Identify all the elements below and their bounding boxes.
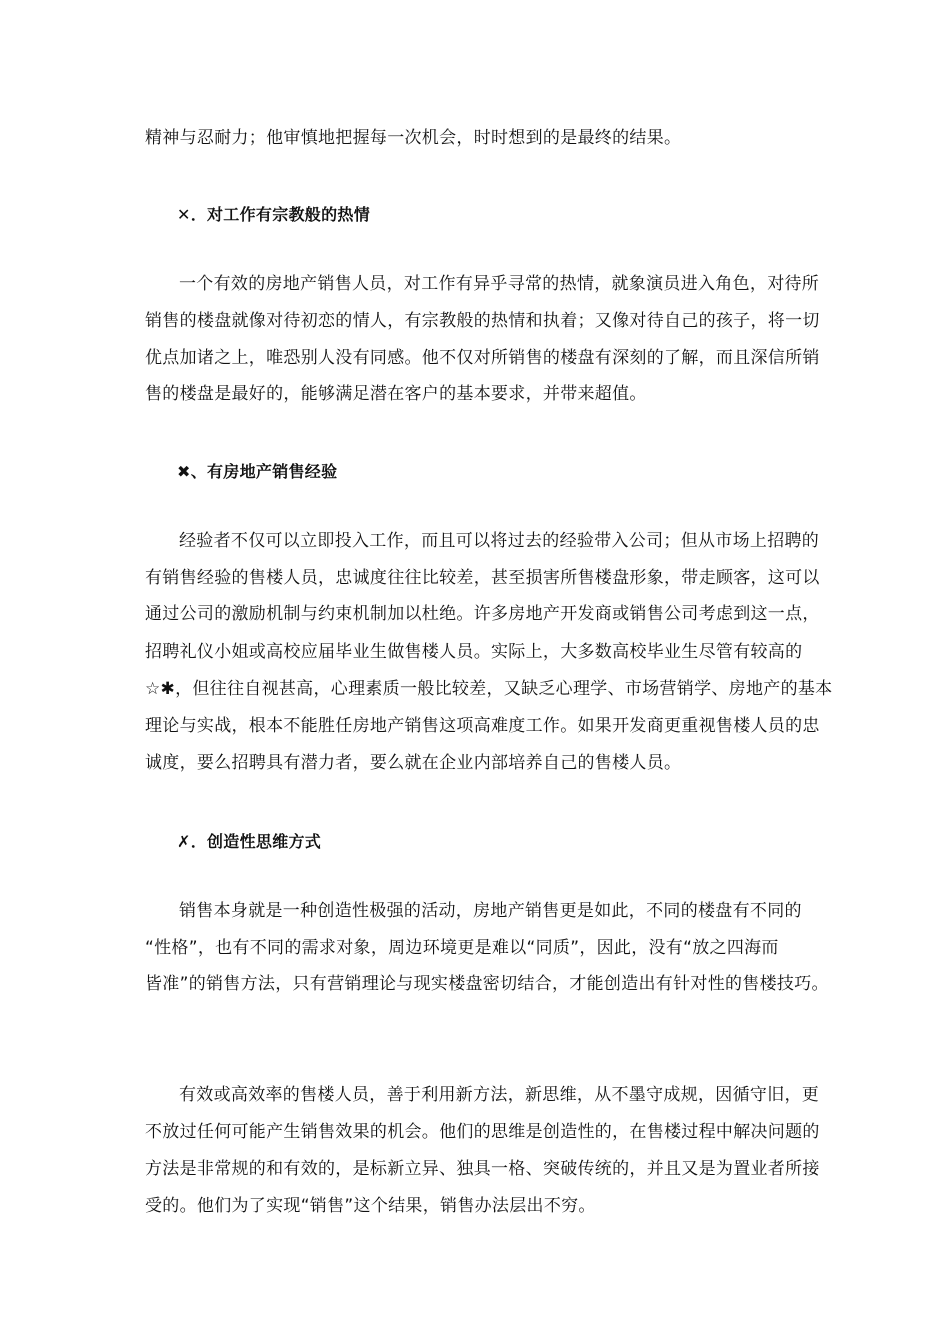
paragraph-line: 优点加诸之上，唯恐别人没有同感。他不仅对所销售的楼盘有深刻的了解，而且深信所销 — [145, 348, 820, 368]
paragraph-line: 有销售经验的售楼人员，忠诚度往往比较差，甚至损害所售楼盘形象，带走顾客，这可以 — [145, 568, 820, 588]
heading-experience: ✖、有房地产销售经验 — [177, 462, 338, 481]
paragraph-line: 销售本身就是一种创造性极强的活动，房地产销售更是如此，不同的楼盘有不同的 — [179, 901, 802, 921]
intro-line: 精神与忍耐力；他审慎地把握每一次机会，时时想到的是最终的结果。 — [145, 128, 682, 148]
paragraph-line: “性格”，也有不同的需求对象，周边环境更是难以“同质”，因此，没有“放之四海而 — [145, 938, 779, 958]
paragraph-line: 销售的楼盘就像对待初恋的情人，有宗教般的热情和执着；又像对待自己的孩子，将一切 — [145, 311, 820, 331]
paragraph-line: 招聘礼仪小姐或高校应届毕业生做售楼人员。实际上，大多数高校毕业生尽管有较高的 — [145, 642, 803, 662]
heading-passion: ✕．对工作有宗教般的热情 — [177, 205, 371, 224]
heading-creative: ✗．创造性思维方式 — [177, 832, 322, 851]
paragraph-line: 售的楼盘是最好的，能够满足潜在客户的基本要求，并带来超值。 — [145, 384, 647, 404]
paragraph-line: 一个有效的房地产销售人员，对工作有异乎寻常的热情，就象演员进入角色，对待所 — [179, 274, 820, 294]
paragraph-line: 受的。他们为了实现“销售”这个结果，销售办法层出不穷。 — [145, 1196, 596, 1216]
paragraph-line: 皆准”的销售方法，只有营销理论与现实楼盘密切结合，才能创造出有针对性的售楼技巧。 — [145, 974, 829, 994]
paragraph-line: 通过公司的激励机制与约束机制加以杜绝。许多房地产开发商或销售公司考虑到这一点， — [145, 604, 820, 624]
paragraph-line: 方法是非常规的和有效的，是标新立异、独具一格、突破传统的，并且又是为置业者所接 — [145, 1159, 820, 1179]
paragraph-line: 有效或高效率的售楼人员，善于利用新方法，新思维，从不墨守成规，因循守旧，更 — [179, 1085, 820, 1105]
paragraph-line: 不放过任何可能产生销售效果的机会。他们的思维是创造性的，在售楼过程中解决问题的 — [145, 1122, 820, 1142]
paragraph-line: 经验者不仅可以立即投入工作，而且可以将过去的经验带入公司；但从市场上招聘的 — [179, 531, 820, 551]
paragraph-line: ☆✱，但往往自视甚高，心理素质一般比较差，又缺乏心理学、市场营销学、房地产的基本 — [145, 679, 833, 699]
paragraph-line: 诚度，要么招聘具有潜力者，要么就在企业内部培养自己的售楼人员。 — [145, 753, 682, 773]
paragraph-line: 理论与实战，根本不能胜任房地产销售这项高难度工作。如果开发商更重视售楼人员的忠 — [145, 716, 820, 736]
